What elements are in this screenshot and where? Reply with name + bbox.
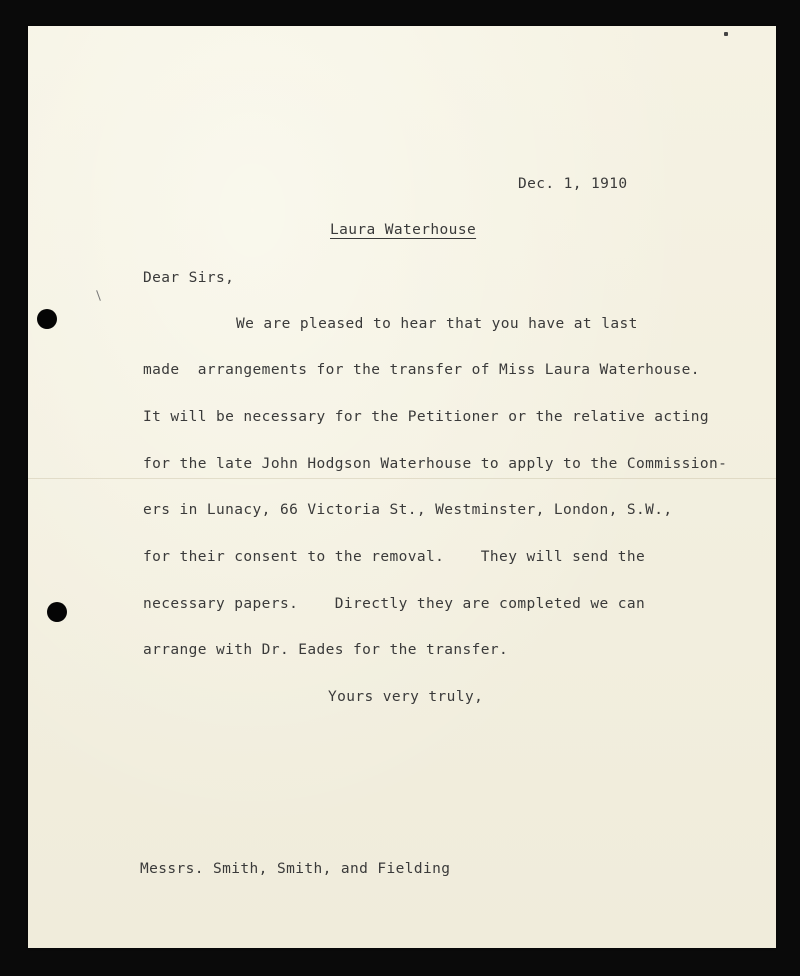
body-line: necessary papers. Directly they are completed we can [143,596,646,612]
pencil-tick-mark [96,290,101,301]
body-line: ers in Lunacy, 66 Victoria St., Westminster, London, S.W., [143,502,673,518]
letter-subject: Laura Waterhouse [330,222,477,238]
body-line: arrange with Dr. Eades for the transfer. [143,642,509,658]
letter-recipient: Messrs. Smith, Smith, and Fielding [140,861,451,877]
body-line: made arrangements for the transfer of Miss Laura Waterhouse. [143,362,700,378]
letter-date: Dec. 1, 1910 [518,176,628,192]
body-line: We are pleased to hear that you have at last [236,316,638,332]
letter-salutation: Dear Sirs, [143,270,235,286]
body-line: It will be necessary for the Petitioner or the relative acting [143,409,710,425]
body-line: for the late John Hodgson Waterhouse to apply to the Commission- [143,456,728,472]
letter-page [28,26,776,948]
body-line: for their consent to the removal. They will send the [143,549,646,565]
punch-hole-bottom [47,602,67,622]
punch-hole-top [37,309,57,329]
letter-closing: Yours very truly, [328,689,484,705]
paper-fold-line [28,478,776,479]
paper-mark [724,32,728,36]
